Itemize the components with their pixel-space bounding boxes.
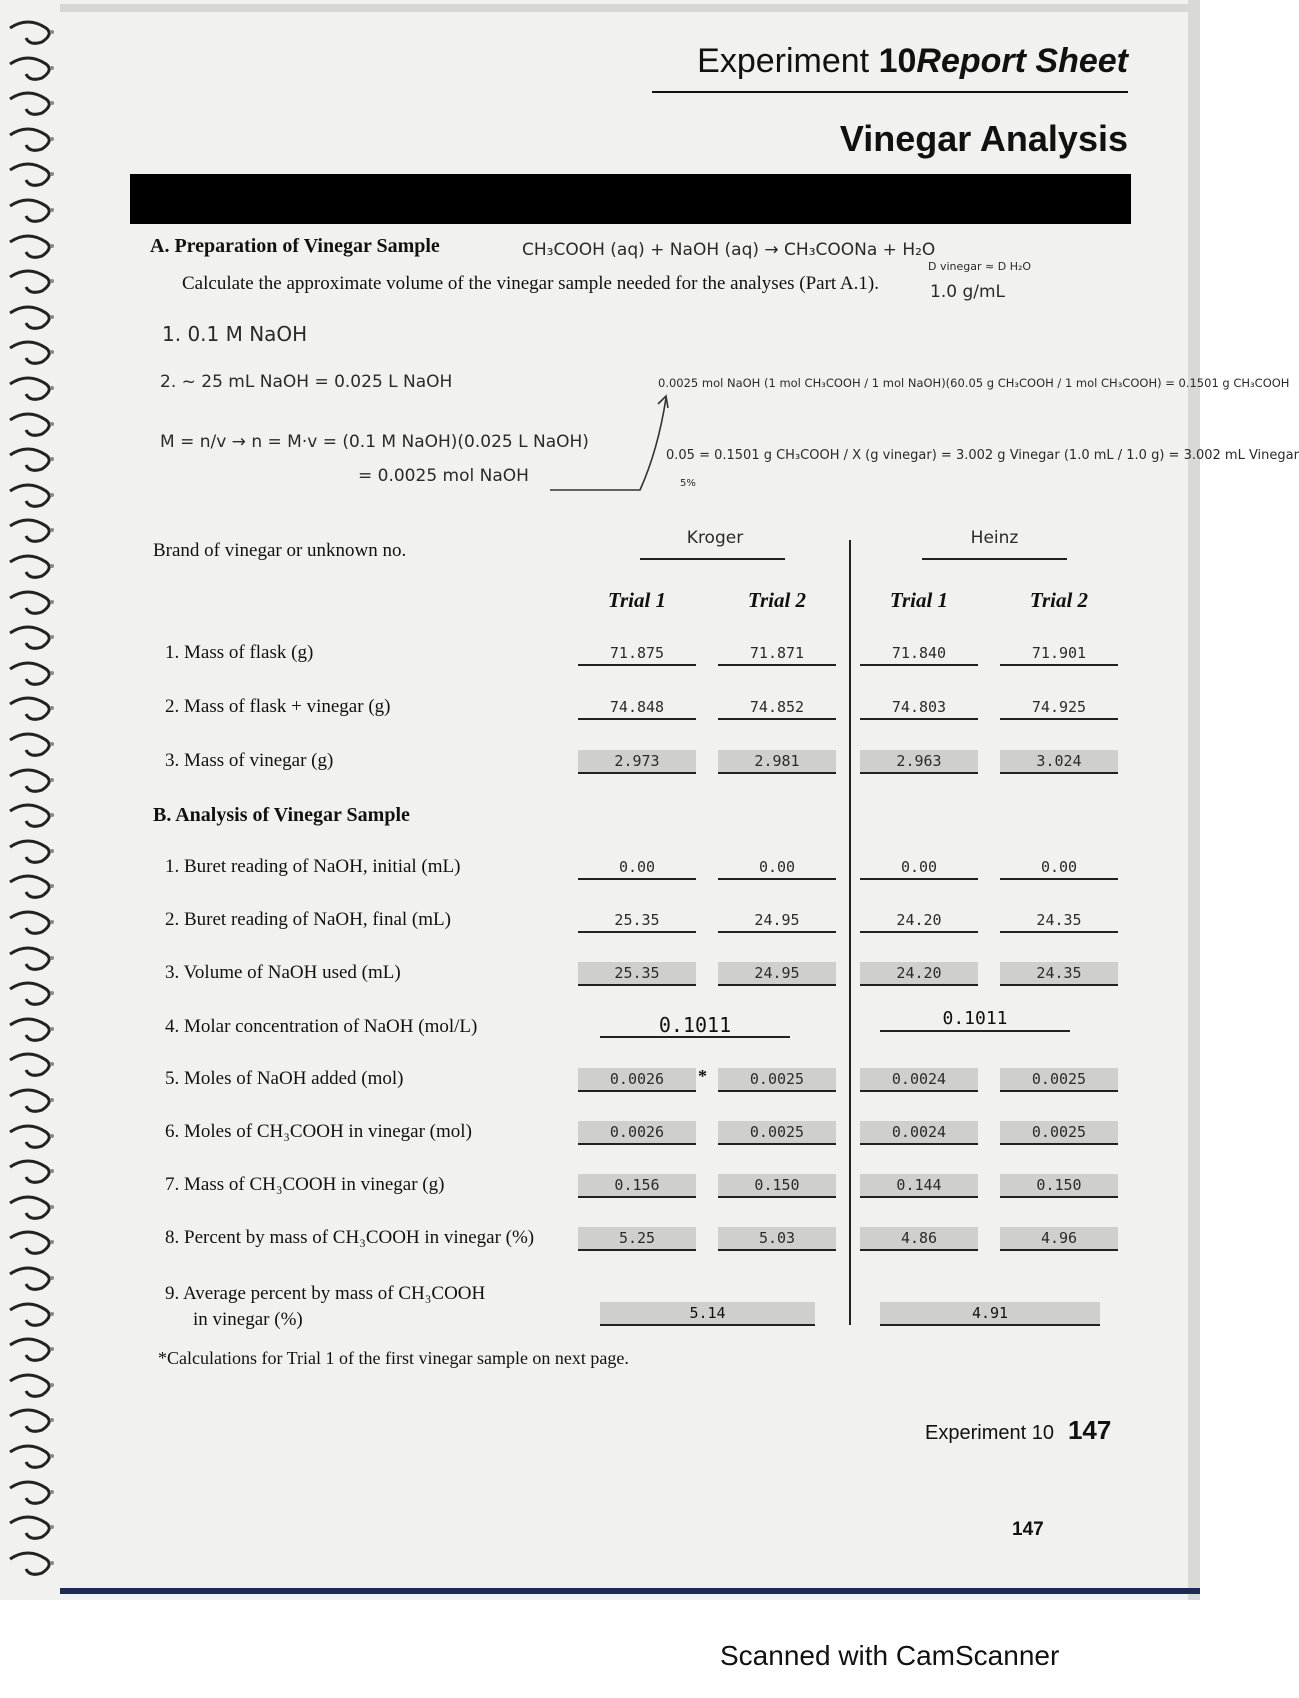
spiral-ring — [6, 1050, 56, 1080]
row-label: 8. Percent by mass of CH₃COOH in vinegar (%) — [165, 1227, 535, 1248]
data-cell[interactable]: 24.95 — [718, 909, 836, 933]
row-label: 2. Buret reading of NaOH, final (mL) — [165, 909, 451, 930]
spiral-ring — [6, 588, 56, 618]
row-label-average-2: in vinegar (%) — [193, 1309, 303, 1330]
brand-1-value: Kroger — [686, 528, 744, 548]
data-cell[interactable]: 0.0026 — [578, 1121, 696, 1145]
data-cell[interactable]: 74.803 — [860, 696, 978, 720]
data-cell[interactable]: 5.25 — [578, 1227, 696, 1251]
spiral-ring — [6, 445, 56, 475]
average-cell-2[interactable]: 4.91 — [880, 1302, 1100, 1326]
row-label: 1. Buret reading of NaOH, initial (mL) — [165, 856, 461, 877]
spiral-ring — [6, 944, 56, 974]
spiral-ring — [6, 160, 56, 190]
data-cell[interactable]: 0.0025 — [718, 1121, 836, 1145]
spiral-ring — [6, 659, 56, 689]
spiral-ring — [6, 1122, 56, 1152]
row-label: 1. Mass of flask (g) — [165, 642, 314, 663]
hand-line-4: = 0.0025 mol NaOH — [358, 466, 529, 486]
data-cell[interactable]: 0.0025 — [718, 1068, 836, 1092]
trial-header: Trial 2 — [747, 588, 807, 612]
spiral-ring — [6, 1513, 56, 1543]
spiral-ring — [6, 18, 56, 48]
spiral-ring — [6, 1157, 56, 1187]
trial-header: Trial 1 — [889, 588, 949, 612]
data-cell[interactable]: 0.0024 — [860, 1068, 978, 1092]
brand-label: Brand of vinegar or unknown no. — [153, 540, 407, 561]
spiral-ring — [6, 1193, 56, 1223]
data-cell[interactable]: 0.00 — [718, 856, 836, 880]
asterisk-mark: * — [698, 1066, 707, 1086]
redacted-name-bar — [130, 174, 1131, 224]
spiral-ring — [6, 410, 56, 440]
spiral-ring — [6, 1264, 56, 1294]
spiral-ring — [6, 979, 56, 1009]
report-title — [697, 42, 1128, 81]
hand-note-5pct: 5% — [680, 478, 696, 489]
hand-density-value: 1.0 g/mL — [930, 282, 1005, 302]
data-cell[interactable]: 71.901 — [1000, 642, 1118, 666]
section-a-instruction: Calculate the approximate volume of the vinegar sample needed for the analyses (Part A.1). — [182, 273, 879, 294]
data-cell[interactable]: 71.875 — [578, 642, 696, 666]
data-cell[interactable]: 71.871 — [718, 642, 836, 666]
spiral-ring — [6, 1228, 56, 1258]
spiral-ring — [6, 516, 56, 546]
molar-cell-1[interactable]: 0.1011 — [600, 1014, 790, 1038]
spiral-ring — [6, 196, 56, 226]
page-top-edge — [60, 4, 1200, 12]
hand-density-note: D vinegar ≈ D H₂O — [928, 260, 1032, 273]
spiral-ring — [6, 1406, 56, 1436]
camscanner-watermark: Scanned with CamScanner — [720, 1640, 1060, 1671]
data-cell[interactable]: 24.95 — [718, 962, 836, 986]
spiral-ring — [6, 89, 56, 119]
data-cell[interactable]: 24.35 — [1000, 909, 1118, 933]
row-label: 3. Mass of vinegar (g) — [165, 750, 334, 771]
row-label: 4. Molar concentration of NaOH (mol/L) — [165, 1016, 478, 1037]
page-bottom-edge — [60, 1588, 1200, 1594]
title-prefix: Experiment — [697, 42, 879, 80]
hand-line-5: 0.0025 mol NaOH (1 mol CH₃COOH / 1 mol NaOH)(60.05 g CH₃COOH / 1 mol CH₃COOH) = 0.1501 g CH₃COOH — [658, 376, 1290, 390]
spiral-ring — [6, 54, 56, 84]
spiral-ring — [6, 267, 56, 297]
molar-cell-2[interactable]: 0.1011 — [880, 1008, 1070, 1032]
spiral-ring — [6, 872, 56, 902]
data-cell[interactable]: 4.96 — [1000, 1227, 1118, 1251]
trial-header: Trial 2 — [1029, 588, 1089, 612]
brand-2-line — [922, 558, 1067, 560]
data-cell[interactable]: 0.00 — [860, 856, 978, 880]
spiral-ring — [6, 837, 56, 867]
footnote: *Calculations for Trial 1 of the first vinegar sample on next page. — [158, 1348, 629, 1368]
spiral-ring — [6, 232, 56, 262]
data-cell[interactable]: 5.03 — [718, 1227, 836, 1251]
row-label: 2. Mass of flask + vinegar (g) — [165, 696, 391, 717]
data-cell[interactable]: 0.00 — [1000, 856, 1118, 880]
title-report-label: Report Sheet — [916, 42, 1128, 80]
spiral-ring — [6, 694, 56, 724]
data-cell[interactable]: 74.852 — [718, 696, 836, 720]
brand-2-value: Heinz — [970, 528, 1019, 548]
hand-line-6: 0.05 = 0.1501 g CH₃COOH / X (g vinegar) = 3.002 g Vinegar (1.0 mL / 1.0 g) = 3.002 mL Vinegar — [666, 448, 1299, 463]
report-subtitle: Vinegar Analysis — [839, 118, 1128, 159]
page-number-bottom: 147 — [1012, 1519, 1044, 1540]
spiral-ring — [6, 1300, 56, 1330]
spiral-ring — [6, 1478, 56, 1508]
spiral-ring — [6, 1015, 56, 1045]
spiral-ring — [6, 125, 56, 155]
hand-equation: CH₃COOH (aq) + NaOH (aq) → CH₃COONa + H₂O — [522, 240, 936, 260]
data-cell[interactable]: 0.0024 — [860, 1121, 978, 1145]
spiral-ring — [6, 1335, 56, 1365]
data-cell[interactable]: 0.0025 — [1000, 1121, 1118, 1145]
brand-1-line — [640, 558, 785, 560]
data-cell[interactable]: 0.144 — [860, 1174, 978, 1198]
data-cell[interactable]: 24.20 — [860, 909, 978, 933]
spiral-ring — [6, 623, 56, 653]
data-cell[interactable]: 2.981 — [718, 750, 836, 774]
trial-header: Trial 1 — [607, 588, 667, 612]
data-cell[interactable]: 24.35 — [1000, 962, 1118, 986]
row-label: 3. Volume of NaOH used (mL) — [165, 962, 401, 983]
footer-exp-label: Experiment 10 — [925, 1422, 1054, 1444]
hand-line-3: M = n/v → n = M·v = (0.1 M NaOH)(0.025 L NaOH) — [160, 432, 589, 452]
page-right-edge — [1188, 0, 1200, 1600]
brand-divider — [849, 540, 851, 1325]
data-cell[interactable]: 2.963 — [860, 750, 978, 774]
spiral-ring — [6, 374, 56, 404]
spiral-ring — [6, 908, 56, 938]
row-label: 7. Mass of CH₃COOH in vinegar (g) — [165, 1174, 445, 1195]
row-label-average-1: 9. Average percent by mass of CH₃COOH — [165, 1283, 486, 1304]
data-cell[interactable]: 0.00 — [578, 856, 696, 880]
spiral-ring — [6, 1442, 56, 1472]
title-underline — [652, 91, 1128, 93]
average-cell-1[interactable]: 5.14 — [600, 1302, 815, 1326]
spiral-ring — [6, 1086, 56, 1116]
spiral-ring — [6, 481, 56, 511]
data-cell[interactable]: 25.35 — [578, 962, 696, 986]
data-cell[interactable]: 74.848 — [578, 696, 696, 720]
row-label: 6. Moles of CH₃COOH in vinegar (mol) — [165, 1121, 472, 1142]
data-cell[interactable]: 0.150 — [1000, 1174, 1118, 1198]
footer-experiment — [925, 1415, 1111, 1446]
spiral-ring — [6, 338, 56, 368]
data-cell[interactable]: 0.150 — [718, 1174, 836, 1198]
spiral-ring — [6, 303, 56, 333]
data-cell[interactable]: 74.925 — [1000, 696, 1118, 720]
hand-line-2: 2. ~ 25 mL NaOH = 0.025 L NaOH — [160, 372, 453, 392]
title-number: 10 — [878, 42, 917, 80]
section-b-title: B. Analysis of Vinegar Sample — [153, 804, 410, 826]
hand-arrow-icon — [540, 390, 670, 500]
data-cell[interactable]: 3.024 — [1000, 750, 1118, 774]
data-cell[interactable]: 71.840 — [860, 642, 978, 666]
spiral-binding — [0, 18, 62, 1588]
section-a-title: A. Preparation of Vinegar Sample — [150, 235, 440, 257]
spiral-ring — [6, 1549, 56, 1579]
spiral-ring — [6, 766, 56, 796]
hand-line-1: 1. 0.1 M NaOH — [162, 322, 308, 346]
spiral-ring — [6, 801, 56, 831]
data-cell[interactable]: 2.973 — [578, 750, 696, 774]
spiral-ring — [6, 730, 56, 760]
row-label: 5. Moles of NaOH added (mol) — [165, 1068, 404, 1089]
data-cell[interactable]: 25.35 — [578, 909, 696, 933]
footer-page-number: 147 — [1067, 1415, 1112, 1445]
data-cell[interactable]: 0.156 — [578, 1174, 696, 1198]
spiral-ring — [6, 552, 56, 582]
data-cell[interactable]: 0.0025 — [1000, 1068, 1118, 1092]
data-cell[interactable]: 0.0026 — [578, 1068, 696, 1092]
data-cell[interactable]: 24.20 — [860, 962, 978, 986]
spiral-ring — [6, 1371, 56, 1401]
data-cell[interactable]: 4.86 — [860, 1227, 978, 1251]
